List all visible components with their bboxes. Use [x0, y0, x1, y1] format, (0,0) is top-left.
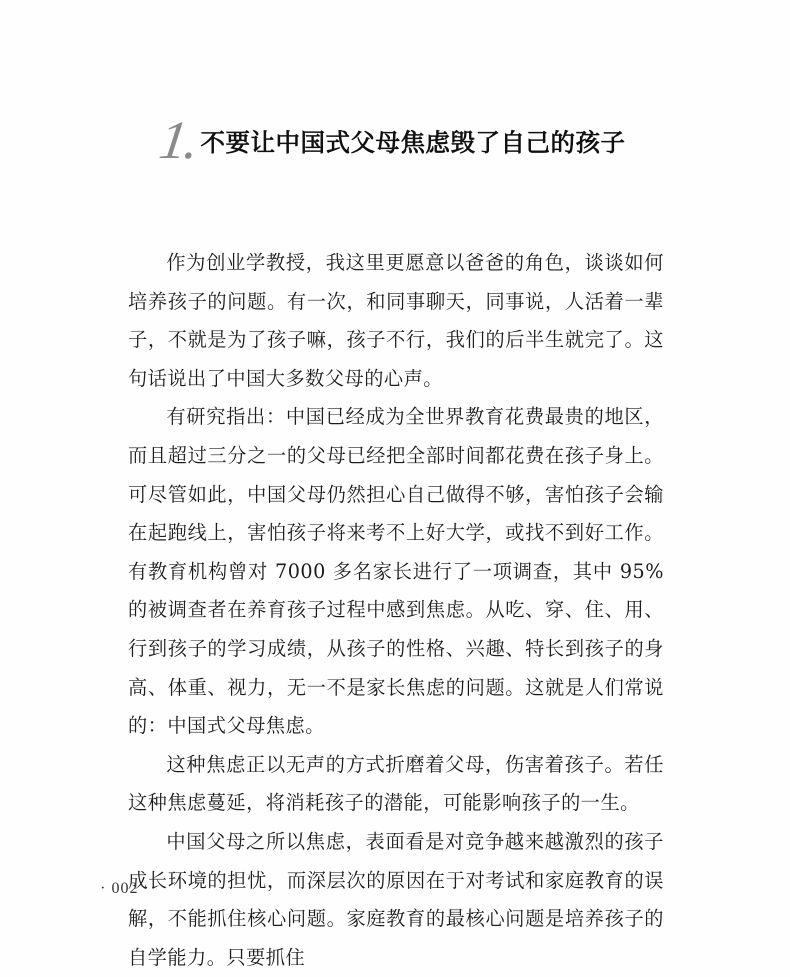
paragraph-2: 有研究指出：中国已经成为全世界教育花费最贵的地区，而且超过三分之一的父母已经把全部时间都花费在孩子身上。可尽管如此，中国父母仍然担心自己做得不够，害怕孩子会输在起跑线上，害怕孩子将来考不上好大学，或找不到好工作。有教育机构曾对 7000 多名家长进行了一项调查，其中 95% 的被调查者在养育孩子过程中感到焦虑。从吃、穿、住、用、行到孩子的学习成绩，从孩子的性格、兴趣、特长到孩子的身高、体重、视力，无一不是家长焦虑的问题。这就是人们常说的：中国式父母焦虑。	[128, 405, 664, 738]
paragraph-4: 中国父母之所以焦虑，表面看是对竞争越来越激烈的孩子成长环境的担忧，而深层次的原因在于对考试和家庭教育的误解，不能抓住核心问题。家庭教育的最核心问题是培养孩子的自学能力。只要抓住	[128, 829, 664, 969]
chapter-number: 1.	[155, 110, 201, 170]
paragraph-3: 这种焦虑正以无声的方式折磨着父母，伤害着孩子。若任这种焦虑蔓延，将消耗孩子的潜能，可能影响孩子的一生。	[128, 752, 664, 815]
page-number: · 002 ·	[100, 880, 150, 897]
chapter-heading	[155, 110, 626, 170]
body-text	[128, 244, 664, 977]
paragraph-1: 作为创业学教授，我这里更愿意以爸爸的角色，谈谈如何培养孩子的问题。有一次，和同事聊天，同事说，人活着一辈子，不就是为了孩子嘛，孩子不行，我们的后半生就完了。这句话说出了中国大多数父母的心声。	[128, 251, 664, 390]
chapter-title: 不要让中国式父母焦虑毁了自己的孩子	[200, 127, 626, 157]
